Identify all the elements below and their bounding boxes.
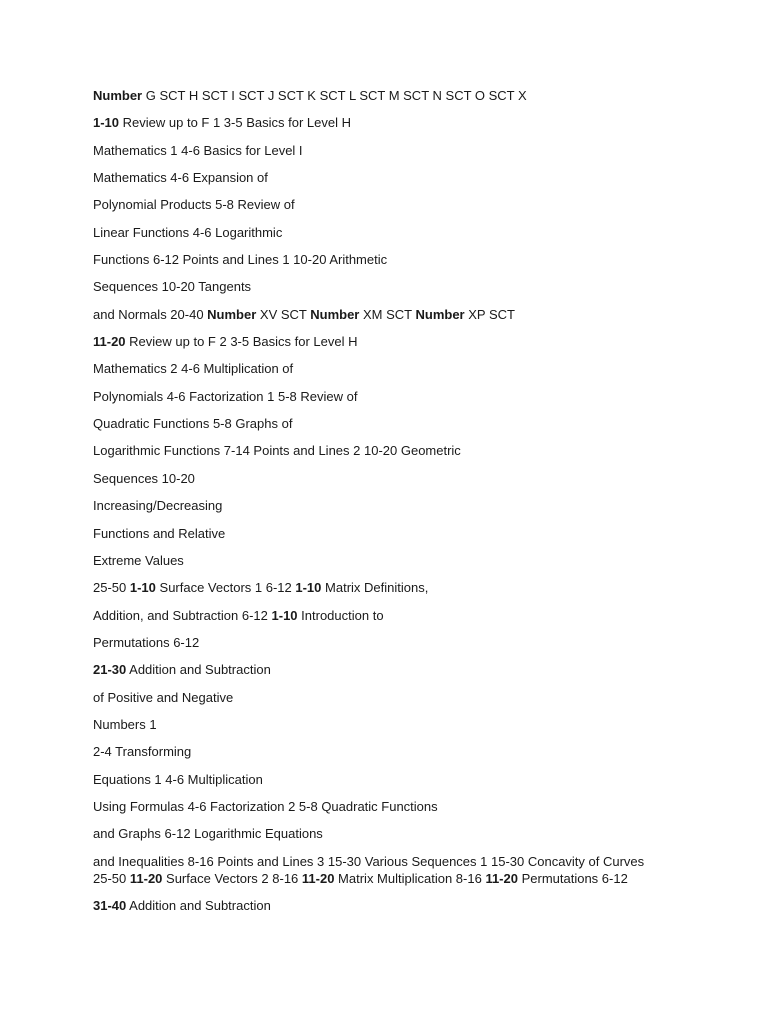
text-line: [93, 278, 713, 295]
bold-text-run: 1-10: [271, 607, 298, 623]
text-run: 2-4 Transforming: [93, 744, 192, 760]
text-run: Matrix Definitions,: [321, 580, 429, 596]
text-run: XM SCT: [359, 306, 416, 322]
text-line: [93, 579, 713, 596]
text-run: Numbers 1: [93, 716, 157, 732]
text-line: [93, 87, 713, 104]
bold-text-run: 1-10: [129, 580, 156, 596]
text-run: and Graphs 6-12 Logarithmic Equations: [93, 826, 323, 842]
text-run: Review up to F 2 3-5 Basics for Level H: [125, 334, 358, 350]
text-run: 25-50: [93, 870, 130, 886]
document-body: [93, 87, 713, 924]
text-run: Permutations 6-12: [93, 634, 200, 650]
text-line: [93, 114, 713, 131]
text-run: Mathematics 2 4-6 Multiplication of: [93, 361, 294, 377]
bold-text-run: Number: [93, 88, 143, 103]
text-line: [93, 388, 713, 405]
text-run: Sequences 10-20 Tangents: [93, 279, 252, 295]
text-line: [93, 661, 713, 678]
text-run: Functions and Relative: [93, 525, 226, 541]
text-line: [93, 798, 713, 815]
bold-text-run: 31-40: [93, 897, 127, 913]
text-run: Addition, and Subtraction 6-12: [93, 607, 272, 623]
text-line: [93, 224, 713, 241]
text-run: Introduction to: [297, 607, 384, 623]
bold-text-run: 11-20: [129, 870, 163, 886]
bold-text-run: 21-30: [93, 662, 127, 678]
text-run: Equations 1 4-6 Multiplication: [93, 771, 263, 787]
text-run: G SCT H SCT I SCT J SCT K SCT L SCT M SCT N SCT O SCT X: [142, 88, 527, 103]
text-run: Surface Vectors 1 6-12: [155, 580, 296, 596]
text-run: Surface Vectors 2 8-16: [162, 870, 302, 886]
text-run: XP SCT: [464, 306, 515, 322]
text-line: [93, 360, 713, 377]
text-line: [93, 442, 713, 459]
text-run: Linear Functions 4-6 Logarithmic: [93, 224, 283, 240]
text-line: [93, 853, 713, 870]
text-line: [93, 689, 713, 706]
text-run: Matrix Multiplication 8-16: [334, 870, 486, 886]
text-line: [93, 306, 713, 323]
text-run: and Inequalities 8-16 Points and Lines 3 15-30 Various Sequences 1 15-30 Concavity of Curves: [93, 853, 645, 869]
bold-text-run: 1-10: [295, 580, 322, 596]
text-run: Mathematics 4-6 Expansion of: [93, 170, 268, 186]
text-line: [93, 771, 713, 788]
text-line: [93, 525, 713, 542]
text-run: Increasing/Decreasing: [93, 498, 223, 514]
bold-text-run: Number: [415, 306, 465, 322]
bold-text-run: Number: [310, 306, 360, 322]
text-run: Sequences 10-20: [93, 470, 195, 486]
text-line: [93, 607, 713, 624]
text-run: Logarithmic Functions 7-14 Points and Lines 2 10-20 Geometric: [93, 443, 461, 459]
text-line: [93, 196, 713, 213]
text-run: Polynomial Products 5-8 Review of: [93, 197, 295, 213]
text-run: Addition and Subtraction: [126, 662, 271, 678]
text-line: [93, 716, 713, 733]
text-line: [93, 415, 713, 432]
text-run: Mathematics 1 4-6 Basics for Level I: [93, 142, 303, 158]
text-line: [93, 333, 713, 350]
text-line: [93, 497, 713, 514]
text-run: 25-50: [93, 580, 130, 596]
text-line: [93, 897, 713, 914]
text-run: XV SCT: [256, 306, 311, 322]
bold-text-run: Number: [207, 306, 257, 322]
text-line: [93, 743, 713, 760]
text-line: [93, 552, 713, 569]
text-line: [93, 870, 713, 887]
text-line: [93, 251, 713, 268]
bold-text-run: 1-10: [93, 115, 120, 131]
text-line: [93, 634, 713, 651]
bold-text-run: 11-20: [93, 334, 126, 350]
text-run: Permutations 6-12: [517, 870, 628, 886]
text-run: Using Formulas 4-6 Factorization 2 5-8 Quadratic Functions: [93, 798, 438, 814]
text-run: Quadratic Functions 5-8 Graphs of: [93, 416, 293, 432]
bold-text-run: 11-20: [485, 870, 518, 886]
text-run: Addition and Subtraction: [126, 897, 271, 913]
bold-text-run: 11-20: [301, 870, 335, 886]
text-line: [93, 825, 713, 842]
text-run: Extreme Values: [93, 552, 184, 568]
text-line: [93, 142, 713, 159]
text-run: Polynomials 4-6 Factorization 1 5-8 Review of: [93, 388, 358, 404]
text-line: [93, 470, 713, 487]
text-run: and Normals 20-40: [93, 306, 208, 322]
text-run: Review up to F 1 3-5 Basics for Level H: [119, 115, 351, 131]
text-line: [93, 169, 713, 186]
text-run: of Positive and Negative: [93, 689, 234, 705]
text-run: Functions 6-12 Points and Lines 1 10-20 Arithmetic: [93, 252, 388, 268]
